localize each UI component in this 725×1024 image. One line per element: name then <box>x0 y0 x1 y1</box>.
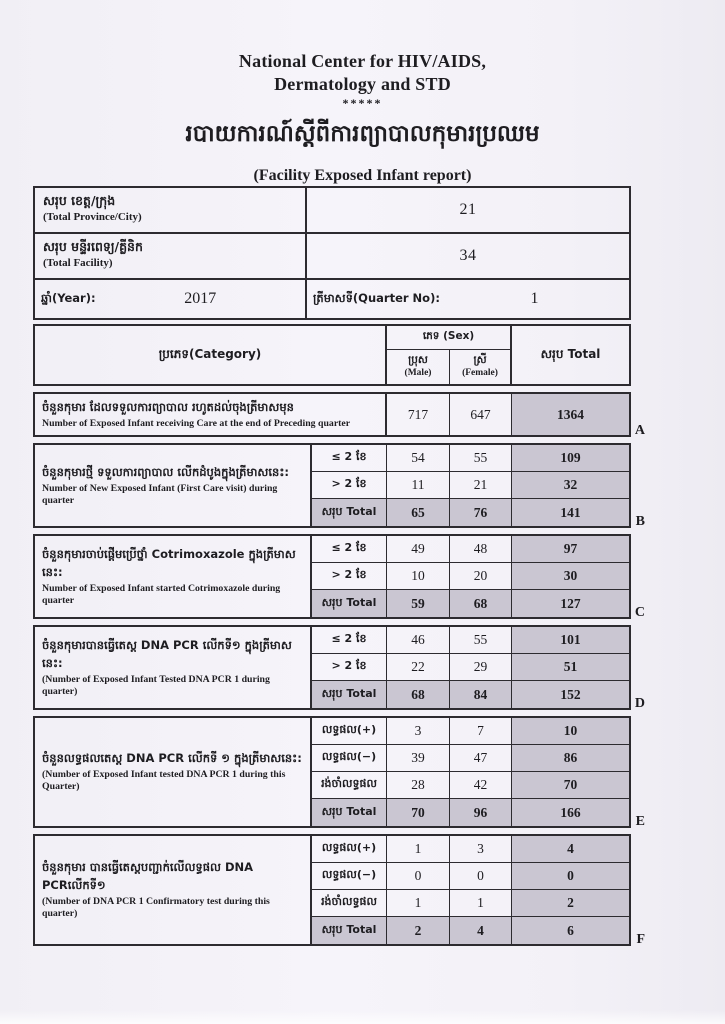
cell-total: 10 <box>512 718 629 744</box>
section-a-rows <box>387 394 629 435</box>
section-b-label-english: Number of New Exposed Infant (First Care visit) during quarter <box>42 482 278 506</box>
cell-subcategory: សរុប Total <box>312 590 387 617</box>
report-header <box>0 50 725 185</box>
cell-male: 1 <box>387 890 450 916</box>
cell-female: 48 <box>450 536 512 562</box>
cell-total: 97 <box>512 536 629 562</box>
male-header <box>387 350 450 384</box>
cell-male: 22 <box>387 654 450 680</box>
section-e-label <box>35 718 312 826</box>
table-row <box>312 654 629 681</box>
cell-male: 39 <box>387 745 450 771</box>
section-a-label <box>35 394 387 435</box>
section-d-rows <box>312 627 629 708</box>
male-header-english: (Male) <box>404 368 432 379</box>
cell-male: 54 <box>387 445 450 471</box>
section-d-label-khmer: ចំនួនកុមារបានធ្វើតេស្ត DNA PCR លើកទី១ ក្នុងត្រីមាសនេះ: <box>42 637 292 670</box>
cell-total: 109 <box>512 445 629 471</box>
table-row-total <box>312 799 629 826</box>
section-c-label-khmer: ចំនួនកុមារចាប់ផ្តើមប្រើថ្នាំ Cotrimoxazole ក្នុងត្រីមាសនេះ: <box>42 546 296 579</box>
cell-subcategory: រង់ចាំលទ្ធផល <box>312 890 387 916</box>
facility-label <box>35 234 307 278</box>
facility-total-value: 34 <box>459 247 477 264</box>
section-b <box>33 443 645 529</box>
main-table-header <box>33 324 631 386</box>
province-label <box>35 188 307 232</box>
cell-female: 647 <box>450 394 512 435</box>
table-row <box>312 472 629 499</box>
report-title-khmer: របាយការណ៍ស្តីពីការព្យាបាលកុមារប្រឈម <box>185 121 540 147</box>
section-d-label-english: (Number of Exposed Infant Tested DNA PCR 1 during quarter) <box>42 673 270 697</box>
male-female-headers <box>387 350 510 384</box>
section-c-rows <box>312 536 629 617</box>
province-label-english: (Total Province/City) <box>43 210 142 223</box>
section-f-label <box>35 836 312 944</box>
cell-total: 0 <box>512 863 629 889</box>
total-header: សរុប Total <box>540 347 601 361</box>
sex-header: ភេទ (Sex) <box>387 326 510 350</box>
section-e <box>33 716 645 829</box>
section-b-rows <box>312 445 629 526</box>
cell-male: 59 <box>387 590 450 617</box>
female-header-khmer: ស្រី <box>473 354 487 367</box>
table-row <box>312 836 629 863</box>
facility-label-english: (Total Facility) <box>43 256 113 269</box>
cell-subcategory: សរុប Total <box>312 499 387 526</box>
table-row <box>312 445 629 472</box>
section-letter-f: F <box>636 932 645 947</box>
cell-female: 1 <box>450 890 512 916</box>
section-c-label-english: Number of Exposed Infant started Cotrimoxazole during quarter <box>42 582 281 606</box>
table-row-total <box>312 917 629 944</box>
table-row <box>387 394 629 435</box>
male-header-khmer: ប្រុស <box>408 354 428 367</box>
province-total-value: 21 <box>459 201 477 218</box>
cell-female: 55 <box>450 627 512 653</box>
section-letter-a: A <box>634 423 645 438</box>
section-letter-b: B <box>635 514 645 529</box>
cell-female: 84 <box>450 681 512 708</box>
section-a-label-english: Number of Exposed Infant receiving Care at the end of Preceding quarter <box>42 417 351 429</box>
cell-total: 4 <box>512 836 629 862</box>
cell-female: 96 <box>450 799 512 826</box>
quarter-label: ត្រីមាសទី(Quarter No): <box>313 290 440 305</box>
cell-total: 70 <box>512 772 629 798</box>
facility-label-khmer: សរុប មន្ទីរពេទ្យ/គ្លីនិក <box>43 239 143 254</box>
summary-row-facility <box>35 234 629 280</box>
table-row <box>312 627 629 654</box>
cell-male: 68 <box>387 681 450 708</box>
main-table <box>33 324 645 947</box>
cell-subcategory: លទ្ធផល(+) <box>312 836 387 862</box>
cell-subcategory: > 2 ខែ <box>312 654 387 680</box>
section-letter-d: D <box>634 696 645 711</box>
cell-total: 51 <box>512 654 629 680</box>
cell-male: 2 <box>387 917 450 944</box>
summary-row-period <box>35 280 629 318</box>
section-c-label <box>35 536 312 617</box>
cell-female: 0 <box>450 863 512 889</box>
province-label-khmer: សរុប ខេត្ត/ក្រុង <box>43 193 116 208</box>
cell-subcategory: > 2 ខែ <box>312 563 387 589</box>
section-f-label-english: (Number of DNA PCR 1 Confirmatory test during this quarter) <box>42 896 270 920</box>
sex-header-group <box>387 326 512 384</box>
cell-male: 10 <box>387 563 450 589</box>
cell-subcategory: លទ្ធផល(+) <box>312 718 387 744</box>
year-label: ឆ្នាំ(Year): <box>41 290 96 305</box>
cell-total: 141 <box>512 499 629 526</box>
cell-subcategory: លទ្ធផល(−) <box>312 745 387 771</box>
cell-female: 47 <box>450 745 512 771</box>
cell-male: 70 <box>387 799 450 826</box>
cell-total: 6 <box>512 917 629 944</box>
section-d-label <box>35 627 312 708</box>
female-header-english: (Female) <box>462 368 498 379</box>
cell-male: 11 <box>387 472 450 498</box>
cell-subcategory: សរុប Total <box>312 799 387 826</box>
section-e-label-khmer: ចំនួនលទ្ធផលតេស្ត DNA PCR លើកទី ១ ក្នុងត្រីមាសនេះ: <box>42 751 302 766</box>
cell-female: 42 <box>450 772 512 798</box>
section-c <box>33 534 645 620</box>
table-row <box>312 563 629 590</box>
section-letter-c: C <box>634 605 645 620</box>
table-row <box>312 745 629 772</box>
quarter-value: 1 <box>530 290 539 307</box>
cell-total: 127 <box>512 590 629 617</box>
cell-female: 55 <box>450 445 512 471</box>
section-e-label-english: (Number of Exposed Infant tested DNA PCR 1 during this Quarter) <box>42 769 286 793</box>
cell-female: 4 <box>450 917 512 944</box>
cell-male: 0 <box>387 863 450 889</box>
org-name-line1: National Center for HIV/AIDS, <box>238 51 487 71</box>
cell-total: 32 <box>512 472 629 498</box>
table-row <box>312 772 629 799</box>
summary-row-province <box>35 188 629 234</box>
star-separator: ***** <box>342 96 383 110</box>
cell-total: 2 <box>512 890 629 916</box>
year-cell <box>35 280 307 318</box>
section-f-label-khmer: ចំនួនកុមារ បានធ្វើតេស្តបញ្ជាក់លើលទ្ធផល DNA PCRលើកទី១ <box>42 860 254 893</box>
table-row-total <box>312 681 629 708</box>
cell-female: 29 <box>450 654 512 680</box>
section-a <box>33 392 645 438</box>
cell-male: 28 <box>387 772 450 798</box>
cell-subcategory: ≤ 2 ខែ <box>312 536 387 562</box>
report-title-english: (Facility Exposed Infant report) <box>253 167 472 184</box>
table-row <box>312 863 629 890</box>
summary-table <box>33 186 631 320</box>
org-name-line2: Dermatology and STD <box>274 73 451 94</box>
cell-male: 49 <box>387 536 450 562</box>
category-header: ប្រភេទ(Category) <box>35 326 387 384</box>
section-b-label <box>35 445 312 526</box>
cell-female: 20 <box>450 563 512 589</box>
female-header <box>450 350 510 384</box>
table-row-total <box>312 590 629 617</box>
section-b-label-khmer: ចំនួនកុមារថ្មី ទទួលការព្យាបាល លើកដំបូងក្នុងត្រីមាសនេះ: <box>42 464 289 479</box>
table-row <box>312 536 629 563</box>
cell-male: 1 <box>387 836 450 862</box>
cell-male: 717 <box>387 394 450 435</box>
cell-female: 76 <box>450 499 512 526</box>
table-row-total <box>312 499 629 526</box>
section-a-label-khmer: ចំនួនកុមារ ដែលទទួលការព្យាបាល រហូតដល់ចុងត្រីមាសមុន <box>42 399 294 414</box>
section-e-rows <box>312 718 629 826</box>
cell-male: 3 <box>387 718 450 744</box>
cell-female: 7 <box>450 718 512 744</box>
year-value: 2017 <box>184 290 217 307</box>
table-row <box>312 718 629 745</box>
cell-male: 46 <box>387 627 450 653</box>
cell-subcategory: ≤ 2 ខែ <box>312 627 387 653</box>
cell-total: 101 <box>512 627 629 653</box>
cell-subcategory: ≤ 2 ខែ <box>312 445 387 471</box>
cell-total: 30 <box>512 563 629 589</box>
cell-female: 68 <box>450 590 512 617</box>
cell-subcategory: សរុប Total <box>312 917 387 944</box>
cell-male: 65 <box>387 499 450 526</box>
cell-subcategory: លទ្ធផល(−) <box>312 863 387 889</box>
cell-total: 86 <box>512 745 629 771</box>
section-f-rows <box>312 836 629 944</box>
quarter-cell <box>307 280 629 318</box>
cell-subcategory: រង់ចាំលទ្ធផល <box>312 772 387 798</box>
cell-subcategory: > 2 ខែ <box>312 472 387 498</box>
cell-female: 21 <box>450 472 512 498</box>
cell-female: 3 <box>450 836 512 862</box>
table-row <box>312 890 629 917</box>
cell-subcategory: សរុប Total <box>312 681 387 708</box>
cell-total: 152 <box>512 681 629 708</box>
cell-total: 166 <box>512 799 629 826</box>
section-letter-e: E <box>635 814 645 829</box>
section-d <box>33 625 645 711</box>
section-f <box>33 834 645 947</box>
cell-total: 1364 <box>512 394 629 435</box>
